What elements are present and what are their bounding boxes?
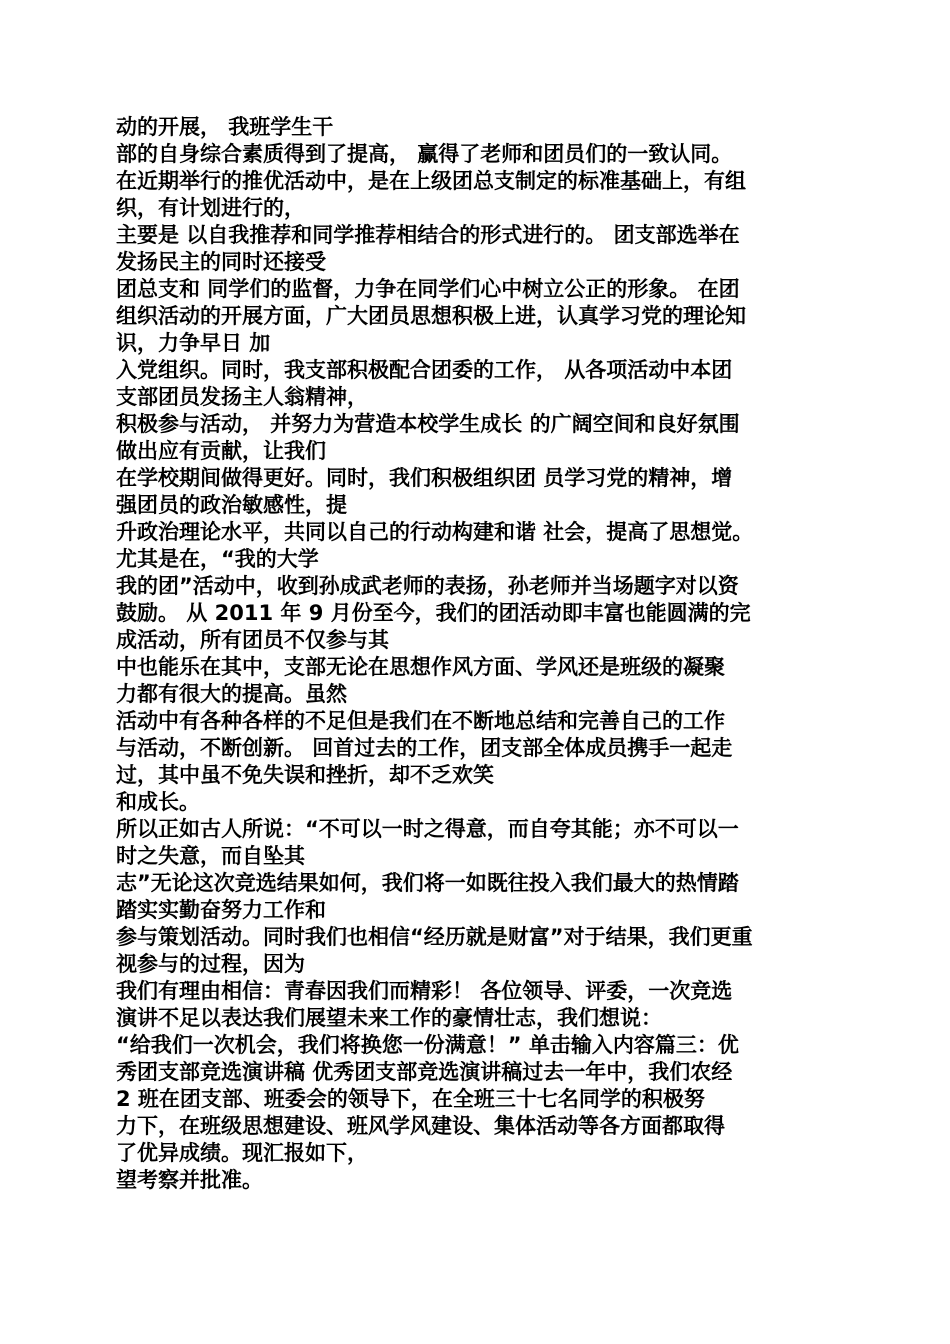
text-line: “给我们一次机会，我们将换您一份满意！” 单击输入内容篇三：优 xyxy=(116,1033,739,1057)
text-line: 秀团支部竞选演讲稿 优秀团支部竞选演讲稿过去一年中，我们农经 xyxy=(116,1060,733,1084)
text-line: 演讲不足以表达我们展望未来工作的豪情壮志，我们想说： xyxy=(116,1006,662,1030)
text-line: 了优异成绩。现汇报如下， xyxy=(116,1141,368,1165)
text-line: 活动中有各种各样的不足但是我们在不断地总结和完善自己的工作 xyxy=(116,709,725,733)
text-line: 踏实实勤奋努力工作和 xyxy=(116,898,326,922)
text-line: 主要是 以自我推荐和同学推荐相结合的形式进行的。 团支部选举在 xyxy=(116,223,740,247)
text-line: 发扬民主的同时还接受 xyxy=(116,250,326,274)
text-line: 组织活动的开展方面，广大团员思想积极上进，认真学习党的理论知 xyxy=(116,304,746,328)
text-line: 强团员的政治敏感性，提 xyxy=(116,493,347,517)
text-line: 识，力争早日 加 xyxy=(116,331,271,355)
document-body xyxy=(116,114,836,1194)
text-line: 志”无论这次竞选结果如何，我们将一如既往投入我们最大的热情踏 xyxy=(116,871,739,895)
text-line: 成活动，所有团员不仅参与其 xyxy=(116,628,389,652)
text-line: 与活动，不断创新。 回首过去的工作，团支部全体成员携手一起走 xyxy=(116,736,733,760)
text-line: 鼓励。 从 2011 年 9 月份至今，我们的团活动即丰富也能圆满的完 xyxy=(116,601,751,625)
text-line: 织，有计划进行的， xyxy=(116,196,305,220)
text-line: 中也能乐在其中，支部无论在思想作风方面、学风还是班级的凝聚 xyxy=(116,655,725,679)
text-line: 所以正如古人所说：“不可以一时之得意，而自夸其能；亦不可以一 xyxy=(116,817,739,841)
text-line: 在近期举行的推优活动中，是在上级团总支制定的标准基础上，有组 xyxy=(116,169,746,193)
text-line: 升政治理论水平，共同以自己的行动构建和谐 社会，提高了思想觉。 xyxy=(116,520,754,544)
text-line: 积极参与活动， 并努力为营造本校学生成长 的广阔空间和良好氛围 xyxy=(116,412,740,436)
text-line: 望考察并批准。 xyxy=(116,1168,263,1192)
text-line: 动的开展， 我班学生干 xyxy=(116,115,334,139)
text-line: 和成长。 xyxy=(116,790,200,814)
text-line: 做出应有贡献，让我们 xyxy=(116,439,326,463)
text-line: 视参与的过程，因为 xyxy=(116,952,305,976)
text-line: 我的团”活动中，收到孙成武老师的表扬，孙老师并当场题字对以资 xyxy=(116,574,739,598)
text-line: 力都有很大的提高。虽然 xyxy=(116,682,347,706)
text-line: 我们有理由相信：青春因我们而精彩！ 各位领导、评委，一次竞选 xyxy=(116,979,733,1003)
text-line: 2 班在团支部、班委会的领导下，在全班三十七名同学的积极努 xyxy=(116,1087,705,1111)
text-line: 尤其是在，“我的大学 xyxy=(116,547,319,571)
text-line: 参与策划活动。同时我们也相信“经历就是财富”对于结果，我们更重 xyxy=(116,925,753,949)
text-line: 时之失意，而自坠其 xyxy=(116,844,305,868)
text-line: 部的自身综合素质得到了提高， 赢得了老师和团员们的一致认同。 xyxy=(116,142,733,166)
text-line: 力下，在班级思想建设、班风学风建设、集体活动等各方面都取得 xyxy=(116,1114,725,1138)
text-line: 在学校期间做得更好。同时，我们积极组织团 员学习党的精神，增 xyxy=(116,466,733,490)
text-line: 入党组织。同时，我支部积极配合团委的工作， 从各项活动中本团 xyxy=(116,358,733,382)
text-line: 支部团员发扬主人翁精神， xyxy=(116,385,368,409)
text-line: 团总支和 同学们的监督，力争在同学们心中树立公正的形象。 在团 xyxy=(116,277,740,301)
text-line: 过，其中虽不免失误和挫折，却不乏欢笑 xyxy=(116,763,494,787)
